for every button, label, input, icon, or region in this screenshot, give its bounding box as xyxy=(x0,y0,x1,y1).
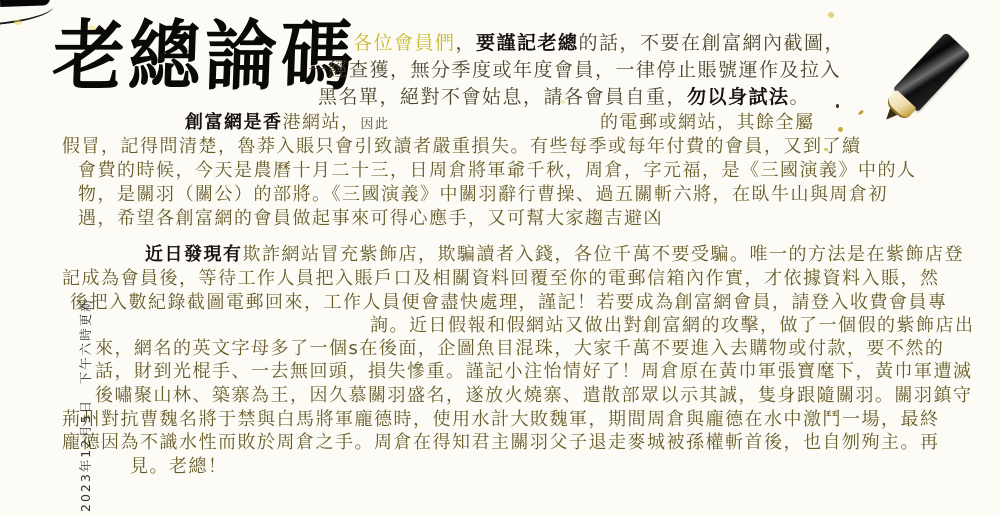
body-line: 會費的時候，今天是農曆十月二十三，日周倉將軍爺千秋，周倉，字元福，是《三國演義》中的人 xyxy=(78,160,917,181)
pen-photo-icon xyxy=(850,18,986,156)
body-line xyxy=(145,240,964,266)
notice-text: 的話，不要在創富網內截圖， xyxy=(578,32,846,54)
body-line: 後把入數紀錄截圖電郵回來，工作人員便會盡快處理，謹記！若要成為創富網會員，請登入收費會員專 xyxy=(70,292,948,313)
notice-text: 黑名單，絕對不會姑息，請各會員自重， xyxy=(318,86,688,108)
body-line: 見。老總！ xyxy=(130,456,228,477)
body-text: 欺詐網站冒充紫飾店，欺騙讀者入錢，各位千萬不要受騙。唯一的方法是在紫飾店登 xyxy=(242,244,964,265)
body-line: 遇，希望各創富網的會員做起事來可得心應手，又可幫大家趨吉避凶 xyxy=(78,208,663,229)
notice-text: 。 xyxy=(789,86,811,108)
notice-highlight-text: 各位會員們 xyxy=(353,32,456,54)
body-line: 假冒，記得問清楚，魯莽入賬只會引致讀者嚴重損失。有些每季或每年付費的會員，又到了續 xyxy=(62,136,862,157)
intro-text: 港網站， xyxy=(282,112,361,133)
intro-line-right: 的電郵或網站，其餘全屬 xyxy=(600,112,815,133)
body-line: 物，是關羽（關公）的部將。《三國演義》中關羽辭行曹操、過五關斬六將，在臥牛山與周倉初 xyxy=(78,184,888,205)
notice-bold-text: 勿以身試法 xyxy=(687,86,790,108)
body-line: 龐德因為不識水性而敗於周倉之手。周倉在得知君主關羽父子退走麥城被孫權斬首後，也自刎殉主。再 xyxy=(62,432,940,453)
scan-speck xyxy=(14,20,22,25)
body-line: 荊州對抗曹魏名將于禁與白馬將軍龐德時，使用水計大敗魏軍，期間周倉與龐德在水中激鬥一場，最終 xyxy=(62,409,940,430)
date-stamp-vertical: 2023年12月5日 下午六時更新 xyxy=(78,297,93,512)
body-line: 記成為會員後，等待工作人員把入賬戶口及相關資料回覆至你的電郵信箱內作實，才依據資料入賬，然 xyxy=(62,268,940,289)
notice-line: 一經查獲，無分季度或年度會員，一律停止賬號運作及拉入 xyxy=(308,59,842,81)
notice-line xyxy=(353,28,845,55)
notice-line xyxy=(318,82,810,109)
body-line: 來，網名的英文字母多了一個s在後面，企圖魚目混珠，大家千萬不要進入去購物或付款，要不然的 xyxy=(95,338,945,359)
page-title: 老總論碼 xyxy=(51,10,359,101)
ink-speck xyxy=(836,104,839,108)
body-bold-text: 近日發現有 xyxy=(145,244,243,265)
intro-small-text: 因此 xyxy=(360,117,390,132)
notice-text: ， xyxy=(455,32,477,54)
body-line: 後嘯聚山林、築寨為王，因久慕關羽盛名，遂放火燒寨、遣散部眾以示其誠，隻身跟隨關羽。關羽鎮守 xyxy=(95,385,973,406)
notice-bold-text: 要謹記老總 xyxy=(476,32,579,54)
intro-bold-text: 創富網是香 xyxy=(185,112,283,133)
intro-line-left xyxy=(185,108,390,134)
body-line: 話，財到光棍手、一去無回頭，損失慘重。謹記小注怡情好了！周倉原在黃巾軍張寶麾下，黃巾軍遭滅 xyxy=(95,361,973,382)
scan-corner-artifact-line xyxy=(0,5,55,25)
body-line: 詢。近日假報和假網站又做出對創富網的攻擊，做了一個假的紫飾店出 xyxy=(370,315,975,336)
scan-speck xyxy=(828,12,834,18)
